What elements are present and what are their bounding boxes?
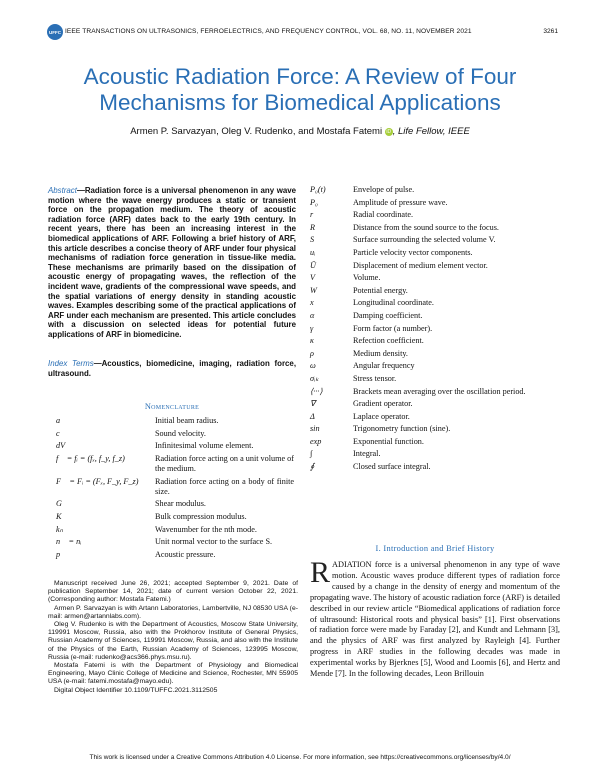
nomenclature-symbol: x — [310, 298, 314, 308]
nomenclature-heading: Nomenclature — [144, 402, 200, 411]
nomenclature-symbol: α — [310, 310, 315, 320]
nomenclature-row — [310, 198, 560, 208]
nomenclature-definition: Sound velocity. — [155, 428, 206, 438]
journal-logo: UFFC — [47, 24, 63, 40]
nomenclature-symbol: p — [56, 549, 61, 559]
nomenclature-symbol: σᵢₖ — [310, 373, 319, 383]
abstract-label: Abstract — [48, 186, 77, 195]
nomenclature-symbol: uᵢ — [310, 247, 316, 257]
nomenclature-row — [310, 449, 560, 459]
footnote-received: Manuscript received June 26, 2021; accepted September 9, 2021. Date of publication September 14, 2021; date of current version October 22, 2021. (Corresponding author: Mostafa Fatemi.) — [48, 580, 298, 604]
nomenclature-row — [56, 537, 294, 547]
nomenclature-definition: Damping coefficient. — [353, 310, 423, 320]
nomenclature-definition: Laplace operator. — [353, 411, 410, 421]
nomenclature-symbol: a — [56, 416, 61, 425]
footnote-author-3: Mostafa Fatemi is with the Department of Physiology and Biomedical Engineering, Mayo Clinic College of Medicine and Science, Rochester, MN 55905 USA (e-mail: fatemi.mostafa@mayo.edu). — [48, 662, 298, 686]
nomenclature-definition: Unit normal vector to the surface S. — [155, 537, 273, 547]
nomenclature-symbol: kₙ — [56, 524, 63, 534]
nomenclature-row — [56, 441, 294, 451]
footnotes — [48, 580, 298, 695]
drop-cap: R — [310, 556, 331, 589]
nomenclature-row — [310, 298, 560, 308]
nomenclature-symbol: W — [310, 285, 317, 295]
nomenclature-definition: Initial beam radius. — [155, 416, 219, 425]
nomenclature-list-left — [56, 416, 294, 562]
nomenclature-symbol: Δ — [310, 411, 315, 421]
nomenclature-row — [310, 261, 560, 271]
nomenclature-row — [310, 424, 560, 434]
nomenclature-row — [310, 462, 560, 472]
nomenclature-symbol: ω — [310, 361, 316, 371]
nomenclature-row — [310, 336, 560, 346]
nomenclature-row — [56, 477, 294, 497]
nomenclature-definition: Longitudinal coordinate. — [353, 298, 434, 308]
nomenclature-symbol: ρ — [310, 348, 314, 358]
nomenclature-definition: Trigonometry function (sine). — [353, 424, 451, 434]
nomenclature-row — [310, 437, 560, 447]
intro-paragraph — [310, 556, 560, 680]
nomenclature-symbol: Ū — [310, 260, 316, 270]
nomenclature-symbol: S — [310, 235, 315, 245]
nomenclature-row — [310, 324, 560, 334]
nomenclature-row — [310, 273, 560, 283]
paper-title — [40, 64, 560, 116]
nomenclature-definition: Acoustic pressure. — [155, 549, 216, 559]
journal-header: IEEE TRANSACTIONS ON ULTRASONICS, FERROELECTRICS, AND FREQUENCY CONTROL, VOL. 68, NO. 11, NOVEMBER 2021 — [65, 28, 472, 35]
nomenclature-symbol: dV — [56, 441, 66, 451]
nomenclature-definition: Surface surrounding the selected volume V. — [353, 235, 496, 245]
nomenclature-symbol: P₀(t) — [310, 185, 326, 194]
author-fellow: , Life Fellow, IEEE — [392, 126, 470, 137]
nomenclature-symbol: F⃗ = Fᵢ = (Fₓ, F_y, F_z) — [56, 476, 139, 486]
nomenclature-symbol: ∮ — [310, 462, 315, 472]
nomenclature-definition: Closed surface integral. — [353, 462, 431, 472]
nomenclature-definition: Radiation force acting on a body of finite size. — [155, 476, 294, 496]
nomenclature-symbol: f⃗ = fᵢ = (fₓ, f_y, f_z) — [56, 453, 125, 463]
nomenclature-list-right — [310, 185, 560, 475]
nomenclature-row — [310, 399, 560, 409]
nomenclature-definition: Displacement of medium element vector. — [353, 260, 488, 270]
nomenclature-symbol: exp — [310, 436, 322, 446]
nomenclature-row — [56, 512, 294, 522]
nomenclature-definition: Refection coefficient. — [353, 336, 424, 346]
index-terms — [48, 359, 296, 378]
nomenclature-row — [310, 210, 560, 220]
nomenclature-symbol: γ — [310, 323, 314, 333]
nomenclature-row — [310, 286, 560, 296]
nomenclature-definition: Radial coordinate. — [353, 210, 414, 220]
nomenclature-definition: Integral. — [353, 449, 381, 459]
abstract-text: —Radiation force is a universal phenomenon in any wave motion where the wave energy produces a static or transient force on the propagation medium. The theory of acoustic radiation force (ARF) dates back to the early 19th century. In recent years, there has been an increasing interest in the biomedical applications of ARF. Following a brief history of ARF, this article describes a concise theory of ARF under four physical mechanisms of radiation force generation in tissue-like media. These mechanisms are primarily based on the dissipation of acoustic energy of propagating waves, the reflection of the incident wave, gradients of the compressional wave speeds, and the spatial variations of energy density in standing acoustic waves. Examples describing some of the practical applications of ARF under each mechanism are presented. This article concludes with a discussion on selected ideas for potential future applications of ARF in biomedicine. — [48, 186, 296, 339]
nomenclature-row — [310, 349, 560, 359]
nomenclature-definition: Radiation force acting on a unit volume of the medium. — [155, 453, 294, 473]
title-line-2: Mechanisms for Biomedical Applications — [99, 90, 501, 115]
nomenclature-row — [56, 525, 294, 535]
author-names: Armen P. Sarvazyan, Oleg V. Rudenko, and Mostafa Fatemi — [130, 126, 383, 137]
footnote-author-2: Oleg V. Rudenko is with the Department of Acoustics, Moscow State University, 119991 Moscow, Russia, also with the Prokhorov Institute of General Physics, Russian Academy of Sciences, 119991 Moscow, Russia, and also with the Institute of the Physics of the Earth, Russian Academy of Sciences, 123995 Moscow, Russia (e-mail: rudenko@acs366.phys.msu.ru). — [48, 621, 298, 661]
nomenclature-definition: Envelope of pulse. — [353, 185, 415, 194]
nomenclature-symbol: ⟨···⟩ — [310, 386, 323, 396]
nomenclature-symbol: P₀ — [310, 197, 318, 207]
nomenclature-definition: Form factor (a number). — [353, 323, 433, 333]
nomenclature-symbol: ∇ — [310, 399, 316, 409]
nomenclature-definition: Brackets mean averaging over the oscillation period. — [353, 386, 526, 396]
footnote-author-1: Armen P. Sarvazyan is with Artann Laboratories, Lambertville, NJ 08530 USA (e-mail: armen@artannlabs.com). — [48, 604, 298, 620]
intro-text: ADIATION force is a universal phenomenon in any type of wave motion. Acoustic waves produce different types of radiation force caused by a change in the density of energy and momentum of the propagating wave. The history of acoustic radiation force (ARF) is detailed described in our review article “Biomedical applications of radiation force of ultrasound: Historical roots and physical basis” [1]. First observations of radiation force were made by Faraday [2], and Kundt and Lehmann [3], and the physics of ARF was first analyzed by Rayleigh [4]. Further progress in ARF studies in the following decades was made in experimental works by Bjerknes [5], Wood and Loomis [6], and Hertz and Mende [7]. In the following decades, Leon Brillouin — [310, 560, 560, 679]
nomenclature-definition: Particle velocity vector components. — [353, 247, 473, 257]
nomenclature-row — [310, 223, 560, 233]
nomenclature-symbol: sin — [310, 424, 320, 434]
license-footer: This work is licensed under a Creative Commons Attribution 4.0 License. For more information, see https://creativecommons.org/licenses/by/4.0/ — [89, 754, 511, 761]
nomenclature-row — [56, 429, 294, 439]
footnote-doi: Digital Object Identifier 10.1109/TUFFC.2021.3112505 — [54, 686, 218, 694]
abstract — [48, 186, 296, 340]
index-terms-label: Index Terms — [48, 359, 94, 368]
nomenclature-definition: Bulk compression modulus. — [155, 511, 247, 521]
nomenclature-definition: Volume. — [353, 273, 381, 283]
section-heading: I. Introduction and Brief History — [375, 544, 495, 553]
nomenclature-row — [56, 550, 294, 560]
nomenclature-symbol: κ — [310, 336, 314, 346]
title-line-1: Acoustic Radiation Force: A Review of Four — [83, 64, 517, 89]
nomenclature-definition: Exponential function. — [353, 436, 424, 446]
nomenclature-symbol: G — [56, 499, 62, 509]
nomenclature-definition: Stress tensor. — [353, 373, 397, 383]
nomenclature-definition: Distance from the sound source to the focus. — [353, 222, 499, 232]
nomenclature-row — [310, 235, 560, 245]
nomenclature-row — [310, 412, 560, 422]
nomenclature-row — [310, 387, 560, 397]
nomenclature-row — [310, 311, 560, 321]
nomenclature-symbol: R — [310, 222, 316, 232]
index-terms-text: —Acoustics, biomedicine, imaging, radiation force, ultrasound. — [48, 359, 297, 378]
nomenclature-definition: Gradient operator. — [353, 399, 413, 409]
nomenclature-symbol: K — [56, 511, 62, 521]
nomenclature-definition: Potential energy. — [353, 285, 408, 295]
author-line — [40, 126, 560, 137]
nomenclature-definition: Infinitesimal volume element. — [155, 441, 254, 451]
nomenclature-symbol: ∫ — [310, 449, 313, 459]
page-number: 3261 — [543, 28, 558, 35]
nomenclature-row — [56, 499, 294, 509]
nomenclature-row — [56, 454, 294, 474]
nomenclature-row — [310, 361, 560, 371]
nomenclature-definition: Medium density. — [353, 348, 408, 358]
nomenclature-definition: Shear modulus. — [155, 499, 206, 509]
nomenclature-symbol: c — [56, 428, 60, 438]
nomenclature-definition: Amplitude of pressure wave. — [353, 197, 448, 207]
nomenclature-row — [310, 185, 560, 195]
nomenclature-row — [56, 416, 294, 426]
nomenclature-definition: Angular frequency — [353, 361, 415, 371]
nomenclature-row — [310, 374, 560, 384]
orcid-icon[interactable]: iD — [386, 129, 392, 135]
nomenclature-row — [310, 248, 560, 258]
nomenclature-symbol: n⃗ = nᵢ — [56, 537, 82, 547]
nomenclature-symbol: V — [310, 273, 316, 283]
nomenclature-symbol: r — [310, 210, 314, 220]
nomenclature-definition: Wavenumber for the nth mode. — [155, 524, 257, 534]
